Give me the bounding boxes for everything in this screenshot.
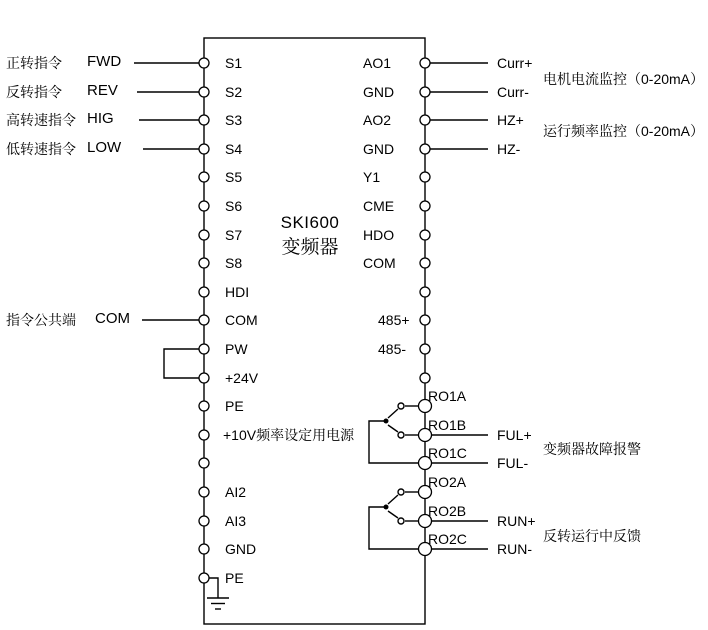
annotation-motor-current: 电机电流监控（0-20mA） xyxy=(543,71,705,87)
annotation-reverse-feedback: 反转运行中反馈 xyxy=(543,528,641,544)
terminal-label-ro2b: RO2B xyxy=(428,503,467,519)
input-wires xyxy=(134,63,199,320)
relay-ro1-symbol xyxy=(369,403,418,463)
terminal-label-485n: 485- xyxy=(378,341,407,357)
input-desc-rev: 反转指令 xyxy=(6,84,62,100)
output-label-run-minus: RUN- xyxy=(497,541,532,557)
input-desc-low: 低转速指令 xyxy=(6,141,76,157)
output-label-hz-minus: HZ- xyxy=(497,141,521,157)
terminal-label-pe-2: PE xyxy=(225,570,244,586)
terminal-label-s6: S6 xyxy=(225,198,243,214)
output-label-hz-plus: HZ+ xyxy=(497,112,524,128)
terminal-label-ao2: AO2 xyxy=(363,112,392,128)
input-signal-com: COM xyxy=(95,310,130,327)
terminal-label-ai2: AI2 xyxy=(225,484,247,500)
terminal-label-10v-supply: +10V频率设定用电源 xyxy=(223,427,355,443)
device-model: SKI600 xyxy=(280,213,340,232)
terminal-label-s3: S3 xyxy=(225,112,243,128)
terminal-label-gnd-1: GND xyxy=(363,84,395,100)
relay-ro2-symbol xyxy=(369,489,418,549)
pw-24v-jumper xyxy=(164,349,199,378)
annotation-fault-alarm: 变频器故障报警 xyxy=(543,441,641,457)
terminal-label-s4: S4 xyxy=(225,141,243,157)
terminal-label-hdo: HDO xyxy=(363,227,395,243)
terminal-label-ro2c: RO2C xyxy=(428,531,467,547)
annotation-run-frequency: 运行频率监控（0-20mA） xyxy=(543,123,705,139)
device-type: 变频器 xyxy=(281,237,339,258)
terminal-label-s1: S1 xyxy=(225,55,243,71)
terminal-label-hdi: HDI xyxy=(225,284,250,300)
output-label-run-plus: RUN+ xyxy=(497,513,536,529)
input-desc-hig: 高转速指令 xyxy=(6,112,76,128)
terminal-label-com-right: COM xyxy=(363,255,396,271)
terminal-label-s8: S8 xyxy=(225,255,243,271)
output-label-curr-minus: Curr- xyxy=(497,84,529,100)
terminal-label-ao1: AO1 xyxy=(363,55,392,71)
terminal-label-24v: +24V xyxy=(225,370,259,386)
terminal-label-ro1a: RO1A xyxy=(428,388,467,404)
terminal-label-485p: 485+ xyxy=(378,312,410,328)
terminal-label-ro1b: RO1B xyxy=(428,417,467,433)
terminal-label-s7: S7 xyxy=(225,227,243,243)
terminal-label-s2: S2 xyxy=(225,84,243,100)
input-signal-rev: REV xyxy=(87,82,118,99)
terminal-label-gnd-left: GND xyxy=(225,541,257,557)
terminal-label-ai3: AI3 xyxy=(225,513,247,529)
output-label-ful-plus: FUL+ xyxy=(497,427,532,443)
terminal-label-pe-1: PE xyxy=(225,398,244,414)
terminal-label-ro2a: RO2A xyxy=(428,474,467,490)
input-desc-fwd: 正转指令 xyxy=(6,55,62,71)
terminal-label-com: COM xyxy=(225,312,258,328)
output-label-ful-minus: FUL- xyxy=(497,455,529,471)
terminal-label-cme: CME xyxy=(363,198,395,214)
input-signal-low: LOW xyxy=(87,139,122,156)
terminal-label-ro1c: RO1C xyxy=(428,445,467,461)
terminal-label-y1: Y1 xyxy=(363,169,381,185)
terminal-label-s5: S5 xyxy=(225,169,243,185)
terminal-label-gnd-2: GND xyxy=(363,141,395,157)
input-desc-com: 指令公共端 xyxy=(6,312,76,328)
input-signal-fwd: FWD xyxy=(87,53,122,70)
terminal-label-pw: PW xyxy=(225,341,248,357)
input-signal-hig: HIG xyxy=(87,110,114,127)
output-label-curr-plus: Curr+ xyxy=(497,55,533,71)
